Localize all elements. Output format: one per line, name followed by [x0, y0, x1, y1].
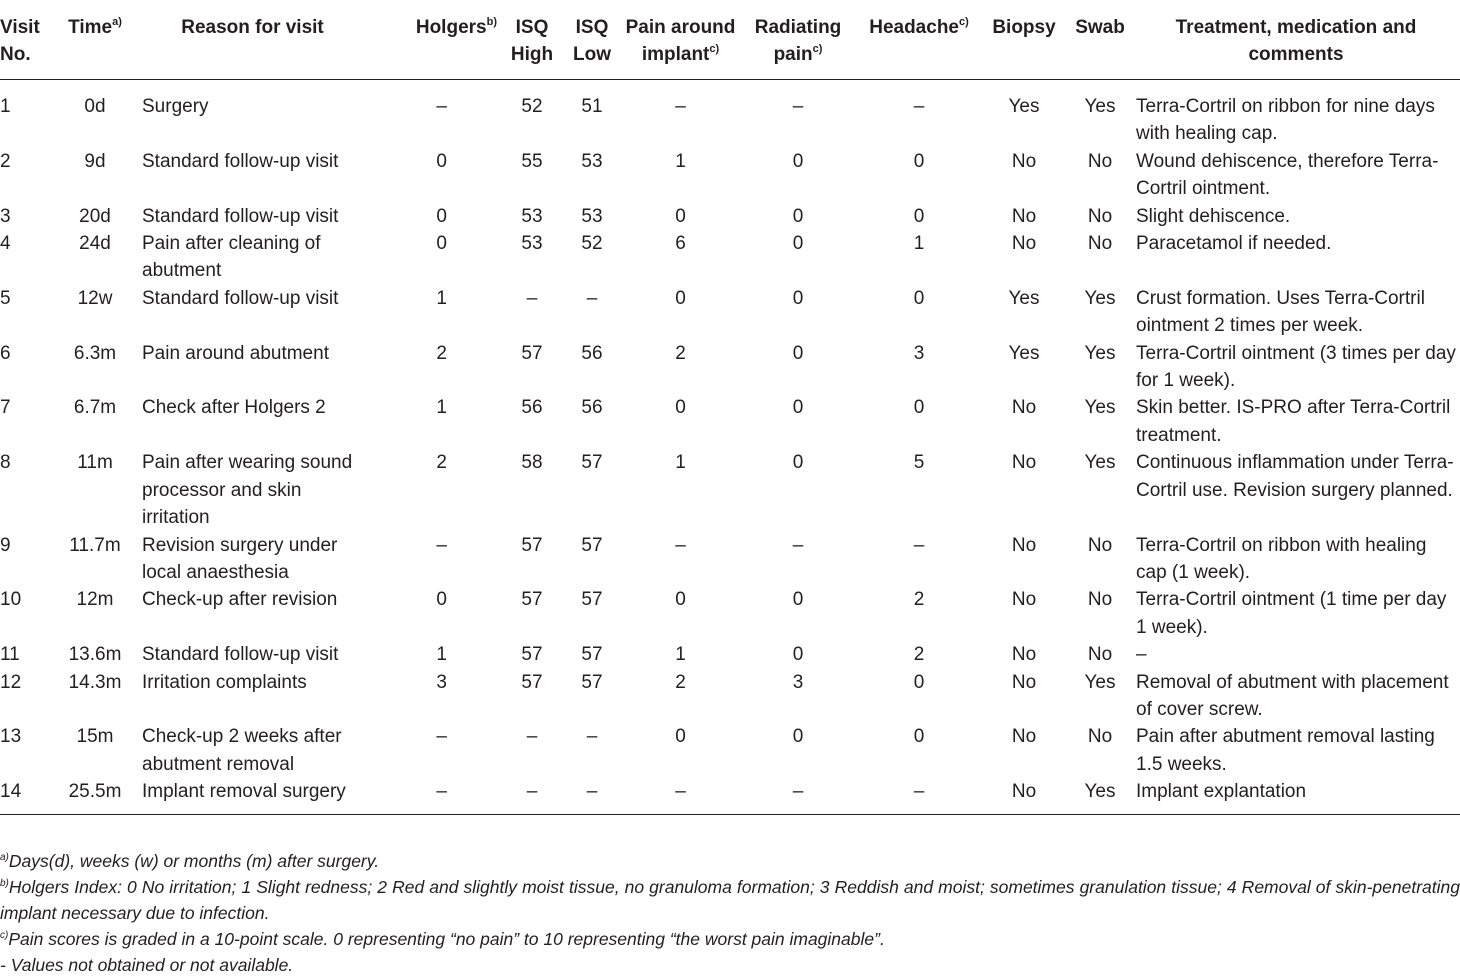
cell-radiating-pain: –	[792, 96, 804, 117]
cell-swab: No	[1087, 205, 1113, 227]
cell-isq-low: 57	[581, 671, 603, 693]
cell-swab: Yes	[1084, 397, 1116, 419]
cell-swab: Yes	[1084, 96, 1116, 117]
table-row	[0, 80, 1460, 148]
cell-radiating-pain: 3	[792, 671, 804, 693]
cell-swab: No	[1087, 150, 1113, 172]
cell-pain-around-implant: 6	[675, 233, 686, 255]
header-headache: Headache$^{c)}$	[858, 8, 980, 80]
cell-biopsy: No	[1011, 589, 1037, 611]
cell-holgers: –	[436, 726, 447, 748]
cell-treatment-comment: Paracetamol if needed.	[1136, 233, 1332, 255]
cell-biopsy: Yes	[1008, 96, 1040, 117]
cell-biopsy: No	[1011, 534, 1037, 556]
cell-pain-around-implant: 1	[675, 150, 686, 172]
cell-time: 12m	[76, 589, 114, 611]
cell-visit-no: 3	[0, 205, 11, 227]
cell-isq-low: 56	[581, 342, 603, 364]
cell-radiating-pain: 0	[792, 644, 804, 666]
cell-isq-high: 53	[521, 233, 543, 255]
cell-isq-low: –	[586, 781, 598, 803]
footnote-text: Pain scores is graded in a 10-point scale. 0 representing “no pain” to 10 representing “the worst pain imaginable”.	[8, 929, 885, 949]
cell-isq-high: 55	[521, 150, 543, 172]
cell-holgers: 0	[436, 205, 447, 227]
cell-treatment-comment: Terra-Cortril on ribbon with healing cap (1 week).	[1136, 534, 1427, 583]
cell-treatment-comment: Implant explantation	[1136, 781, 1307, 803]
cell-headache: –	[913, 781, 925, 803]
cell-reason: Surgery	[142, 96, 209, 117]
cell-isq-high: 56	[521, 397, 543, 419]
cell-biopsy: No	[1011, 150, 1037, 172]
cell-treatment-comment: Crust formation. Uses Terra-Cortril ointment 2 times per week.	[1136, 287, 1425, 337]
cell-headache: 2	[913, 589, 925, 611]
cell-time: 6.7m	[73, 397, 117, 419]
header-treatment: Treatment, medication and comments	[1132, 8, 1460, 80]
cell-radiating-pain: 0	[792, 342, 804, 364]
cell-biopsy: No	[1011, 781, 1037, 803]
cell-isq-low: 51	[581, 96, 603, 117]
cell-time: 14.3m	[68, 671, 122, 693]
cell-holgers: 1	[436, 287, 447, 309]
cell-pain-around-implant: –	[675, 534, 686, 556]
cell-pain-around-implant: 0	[675, 205, 686, 227]
cell-visit-no: 5	[0, 287, 11, 309]
cell-isq-high: –	[526, 781, 538, 803]
cell-headache: 0	[913, 726, 925, 748]
cell-swab: No	[1087, 534, 1113, 556]
cell-reason: Check-up 2 weeks after abutment removal	[142, 726, 342, 775]
cell-biopsy: No	[1011, 233, 1037, 255]
cell-reason: Pain around abutment	[142, 342, 329, 364]
cell-time: 13.6m	[68, 644, 122, 666]
cell-isq-low: 57	[581, 589, 603, 611]
cell-visit-no: 2	[0, 150, 11, 172]
cell-isq-low: –	[586, 726, 598, 748]
cell-visit-no: 12	[0, 671, 22, 693]
table-row	[0, 285, 1460, 340]
cell-visit-no: 6	[0, 342, 11, 364]
cell-isq-high: 57	[521, 671, 543, 693]
table-row	[0, 586, 1460, 641]
header-swab: Swab	[1068, 8, 1132, 80]
cell-swab: No	[1087, 233, 1113, 255]
cell-radiating-pain: 0	[792, 150, 804, 172]
cell-pain-around-implant: 0	[675, 726, 686, 748]
cell-pain-around-implant: –	[675, 96, 686, 117]
header-time: Time$^{a)}$	[60, 8, 130, 80]
cell-isq-low: 52	[581, 233, 603, 255]
cell-reason: Check after Holgers 2	[142, 397, 326, 419]
cell-visit-no: 11	[0, 644, 20, 666]
footnote	[0, 926, 1460, 952]
cell-pain-around-implant: 2	[675, 342, 686, 364]
cell-isq-high: 52	[521, 96, 543, 117]
footnote	[0, 848, 1460, 874]
cell-headache: –	[913, 96, 925, 117]
cell-swab: No	[1087, 726, 1113, 748]
cell-treatment-comment: –	[1136, 644, 1147, 666]
cell-biopsy: No	[1011, 397, 1037, 419]
cell-biopsy: No	[1011, 726, 1037, 748]
cell-visit-no: 14	[0, 781, 22, 803]
cell-time: 6.3m	[73, 342, 117, 364]
cell-time: 24d	[79, 233, 111, 255]
cell-isq-high: –	[526, 726, 538, 748]
cell-holgers: 2	[436, 452, 447, 474]
table-row	[0, 723, 1460, 778]
cell-visit-no: 8	[0, 452, 11, 474]
cell-reason: Standard follow-up visit	[142, 205, 339, 227]
cell-time: 20d	[79, 205, 111, 227]
footnote-mark: b)	[0, 878, 9, 889]
cell-headache: 0	[913, 205, 925, 227]
cell-pain-around-implant: –	[675, 781, 686, 803]
cell-biopsy: Yes	[1008, 342, 1040, 364]
cell-holgers: 1	[436, 397, 447, 419]
cell-holgers: 3	[436, 671, 447, 693]
table-row	[0, 230, 1460, 285]
cell-reason: Standard follow-up visit	[142, 287, 339, 309]
cell-visit-no: 4	[0, 233, 11, 255]
table-row	[0, 778, 1460, 814]
cell-pain-around-implant: 2	[675, 671, 686, 693]
header-reason: Reason for visit	[130, 8, 375, 80]
cell-reason: Irritation complaints	[142, 671, 307, 693]
cell-headache: 3	[913, 342, 925, 364]
header-isq-high: ISQ High	[503, 8, 561, 80]
cell-pain-around-implant: 0	[675, 589, 686, 611]
cell-treatment-comment: Terra-Cortril ointment (1 time per day 1 week).	[1136, 589, 1447, 638]
cell-headache: 0	[913, 287, 925, 309]
cell-headache: 1	[913, 233, 925, 255]
cell-radiating-pain: 0	[792, 287, 804, 309]
table-body	[0, 80, 1460, 815]
cell-holgers: 1	[436, 644, 447, 666]
cell-holgers: –	[436, 96, 447, 117]
cell-radiating-pain: 0	[792, 233, 804, 255]
cell-biopsy: No	[1011, 205, 1037, 227]
footnote	[0, 874, 1460, 926]
cell-holgers: –	[436, 534, 447, 556]
cell-treatment-comment: Slight dehiscence.	[1136, 205, 1291, 227]
cell-reason: Pain after cleaning of abutment	[142, 233, 321, 282]
cell-time: 0d	[84, 96, 106, 117]
cell-isq-low: 57	[581, 644, 603, 666]
cell-headache: 0	[913, 671, 925, 693]
cell-time: 25.5m	[68, 781, 122, 803]
cell-isq-high: 57	[521, 589, 543, 611]
cell-headache: 0	[913, 397, 925, 419]
cell-isq-high: 57	[521, 534, 543, 556]
cell-treatment-comment: Removal of abutment with placement of cover screw.	[1136, 671, 1449, 720]
cell-visit-no: 7	[0, 397, 11, 419]
footnote-mark: c)	[0, 930, 9, 941]
table-row	[0, 449, 1460, 531]
cell-time: 12w	[77, 287, 113, 309]
table-footnotes	[0, 848, 1460, 978]
cell-visit-no: 9	[0, 534, 11, 556]
cell-pain-around-implant: 1	[675, 644, 686, 666]
cell-headache: 2	[913, 644, 925, 666]
footnote-text: Days(d), weeks (w) or months (m) after surgery.	[8, 851, 380, 871]
cell-treatment-comment: Terra-Cortril on ribbon for nine days with healing cap.	[1136, 96, 1435, 145]
table-row	[0, 669, 1460, 724]
cell-holgers: 0	[436, 589, 447, 611]
cell-isq-high: 53	[521, 205, 543, 227]
cell-holgers: –	[436, 781, 447, 803]
cell-reason: Revision surgery under local anaesthesia	[142, 534, 338, 583]
cell-visit-no: 10	[0, 589, 22, 611]
cell-time: 11.7m	[69, 534, 121, 556]
cell-isq-high: 57	[521, 342, 543, 364]
header-radiating-pain: Radiating pain$^{c)}$	[738, 8, 858, 80]
footnote-text: - Values not obtained or not available.	[0, 955, 294, 975]
cell-radiating-pain: 0	[792, 205, 804, 227]
cell-radiating-pain: 0	[792, 452, 804, 474]
cell-time: 9d	[84, 150, 106, 172]
cell-isq-low: 57	[581, 534, 603, 556]
cell-swab: Yes	[1084, 342, 1116, 364]
cell-treatment-comment: Terra-Cortril ointment (3 times per day for 1 week).	[1136, 342, 1456, 392]
cell-swab: No	[1087, 589, 1113, 611]
cell-isq-low: 53	[581, 150, 603, 172]
header-visit-no: Visit No.	[0, 8, 60, 80]
table-header	[0, 8, 1460, 80]
cell-isq-low: 57	[581, 452, 603, 474]
cell-reason: Implant removal surgery	[142, 781, 346, 803]
cell-swab: No	[1087, 644, 1113, 666]
table-row	[0, 532, 1460, 587]
cell-reason: Pain after wearing sound processor and skin irritation	[142, 452, 353, 529]
header-biopsy: Biopsy	[980, 8, 1068, 80]
cell-holgers: 0	[436, 150, 447, 172]
cell-visit-no: 1	[0, 96, 11, 117]
table-row	[0, 148, 1460, 203]
header-pain-around-implant: Pain around implant$^{c)}$	[623, 8, 738, 80]
cell-isq-low: 56	[581, 397, 603, 419]
cell-radiating-pain: –	[792, 781, 804, 803]
cell-headache: 0	[913, 150, 925, 172]
cell-reason: Standard follow-up visit	[142, 150, 339, 172]
cell-time: 15m	[76, 726, 114, 748]
cell-time: 11m	[77, 452, 113, 474]
cell-swab: Yes	[1084, 781, 1116, 803]
cell-pain-around-implant: 0	[675, 397, 686, 419]
cell-isq-low: 53	[581, 205, 603, 227]
cell-radiating-pain: 0	[792, 726, 804, 748]
cell-pain-around-implant: 1	[675, 452, 686, 474]
cell-treatment-comment: Pain after abutment removal lasting 1.5 weeks.	[1136, 726, 1435, 775]
cell-isq-low: –	[586, 287, 598, 309]
cell-holgers: 2	[436, 342, 447, 364]
cell-swab: Yes	[1084, 671, 1116, 693]
header-isq-low: ISQ Low	[561, 8, 623, 80]
cell-isq-high: –	[526, 287, 538, 309]
table-row	[0, 203, 1460, 230]
cell-treatment-comment: Wound dehiscence, therefore Terra-Cortril ointment.	[1136, 150, 1439, 200]
cell-biopsy: Yes	[1008, 287, 1040, 309]
cell-radiating-pain: –	[792, 534, 804, 556]
cell-swab: Yes	[1084, 287, 1116, 309]
cell-swab: Yes	[1084, 452, 1116, 474]
cell-headache: 5	[913, 452, 925, 474]
visit-table	[0, 8, 1460, 815]
table-row	[0, 340, 1460, 395]
cell-reason: Standard follow-up visit	[142, 644, 339, 666]
footnote	[0, 952, 1460, 978]
cell-radiating-pain: 0	[792, 589, 804, 611]
footnote-text: Holgers Index: 0 No irritation; 1 Slight redness; 2 Red and slightly moist tissue, no granuloma formation; 3 Reddish and moist; sometimes granulation tissue; 4 Removal of skin-penetrating implant necessary due to infection.	[0, 877, 1460, 923]
cell-isq-high: 57	[521, 644, 543, 666]
footnote-mark: a)	[0, 852, 9, 863]
cell-treatment-comment: Skin better. IS-PRO after Terra-Cortril treatment.	[1136, 397, 1451, 446]
cell-biopsy: No	[1011, 644, 1037, 666]
table-row	[0, 394, 1460, 449]
cell-radiating-pain: 0	[792, 397, 804, 419]
table-row	[0, 641, 1460, 668]
cell-headache: –	[913, 534, 925, 556]
cell-biopsy: No	[1011, 671, 1037, 693]
cell-reason: Check-up after revision	[142, 589, 338, 611]
cell-visit-no: 13	[0, 726, 22, 748]
cell-isq-high: 58	[521, 452, 543, 474]
cell-biopsy: No	[1011, 452, 1037, 474]
cell-treatment-comment: Continuous inflammation under Terra-Cortril use. Revision surgery planned.	[1136, 452, 1454, 501]
header-holgers: Holgers$^{b)}$	[375, 8, 503, 80]
cell-holgers: 0	[436, 233, 447, 255]
cell-pain-around-implant: 0	[675, 287, 686, 309]
